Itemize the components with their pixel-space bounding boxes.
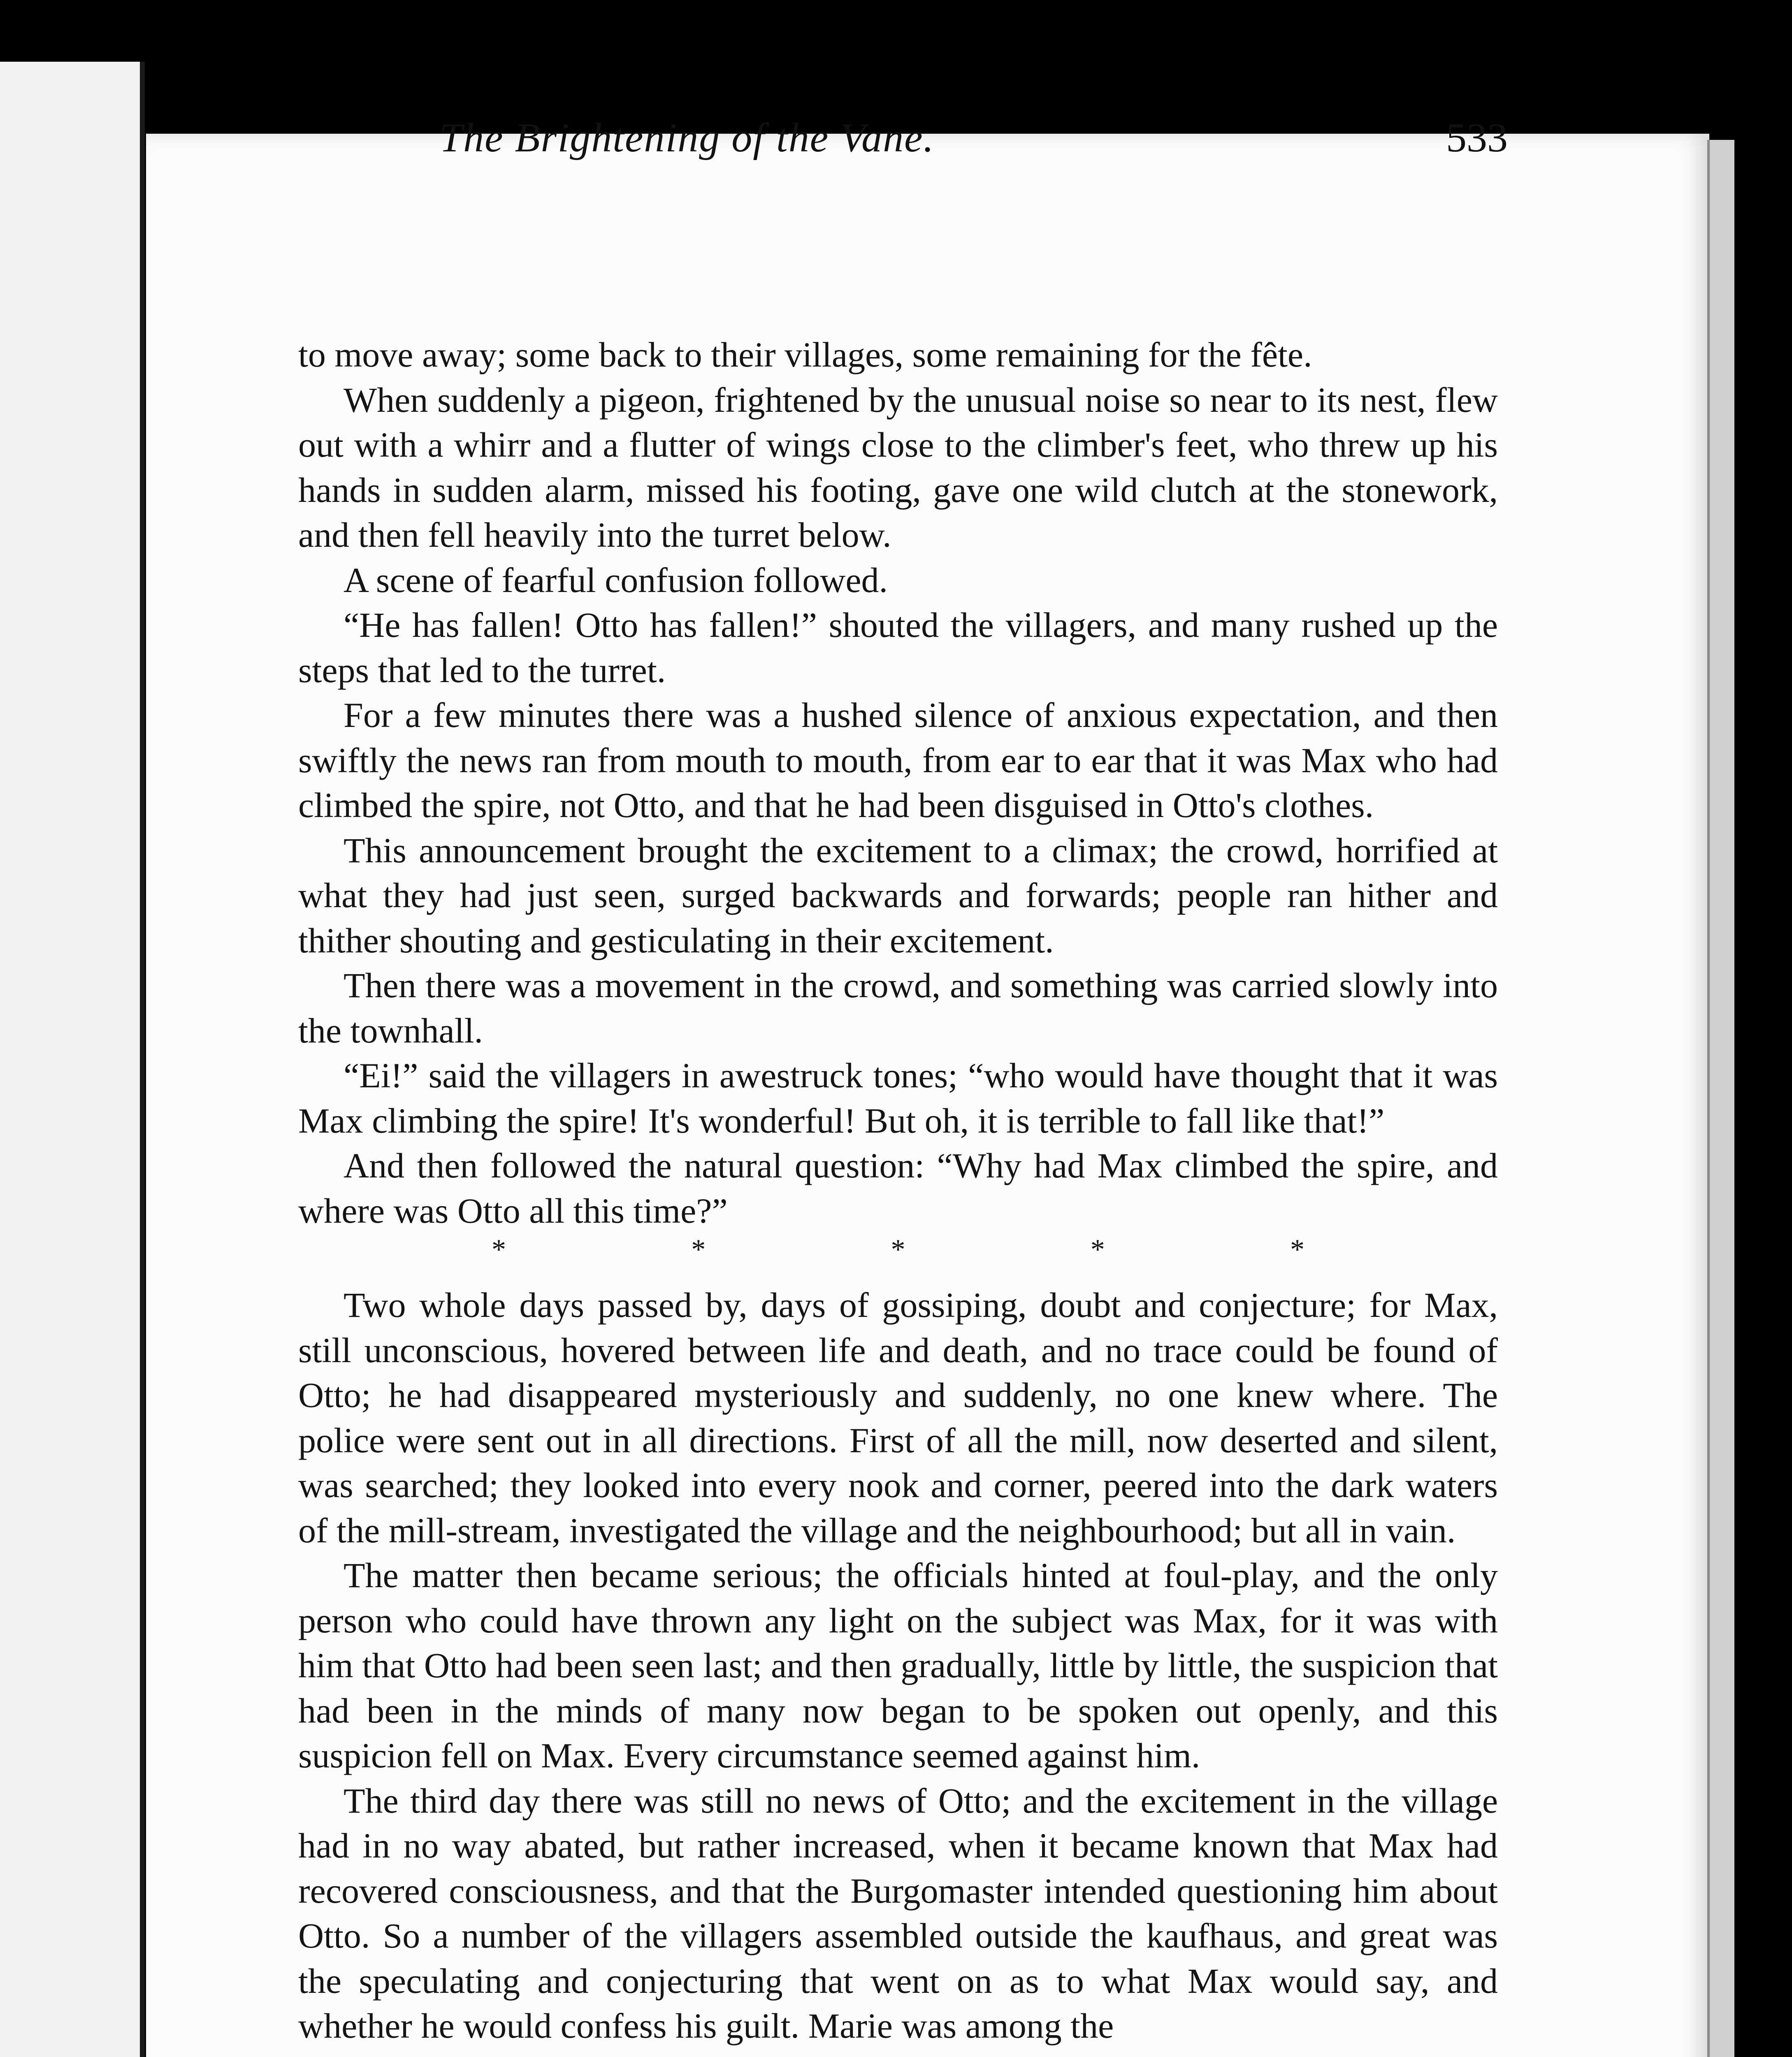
paragraph: The third day there was still no news of Otto; and the excitement in the village had in no way abated, but rather increased, when it became known that Max had recovered consciousness, and that the Burgomaster intended questioning him about Otto. So a number of the villagers assembled outside the kaufhaus, and great was the speculating and conjecturing that went on as to what Max would say, and whether he would confess his guilt. Marie was among the — [298, 1781, 1498, 2045]
page-number: 533 — [1446, 115, 1508, 160]
paragraph: When suddenly a pigeon, frightened by the unusual noise so near to its nest, flew out with a whirr and a flutter of wings close to the climber's feet, who threw up his hands in sudden alarm, missed his footing, gave one wild clutch at the stonework, and then fell heavily into the turret below. — [298, 380, 1498, 555]
paragraph: The matter then became serious; the officials hinted at foul-play, and the only person who could have thrown any light on the subject was Max, for it was with him that Otto had been seen last; and then gradually, little by little, the suspicion that had been in the minds of many now began to be spoken out openly, and this suspicion fell on Max. Every circumstance seemed against him. — [298, 1556, 1498, 1775]
section-break-asterisk: * — [492, 1234, 506, 1265]
paragraph: Then there was a movement in the crowd, and something was carried slowly into the townhall. — [298, 966, 1498, 1050]
section-break — [298, 1233, 1498, 1283]
paragraph: And then followed the natural question: “Why had Max climbed the spire, and where was Otto all this time?” — [298, 1146, 1498, 1230]
paragraph: “He has fallen! Otto has fallen!” shouted the villagers, and many rushed up the steps that led to the turret. — [298, 605, 1498, 690]
section-break-asterisk: * — [1290, 1234, 1305, 1265]
paragraph: This announcement brought the excitement to a climax; the crowd, horrified at what they had just seen, surged backwards and forwards; people ran hither and thither shouting and gesticulating in their excitement. — [298, 830, 1498, 960]
paragraph: A scene of fearful confusion followed. — [344, 560, 888, 600]
running-title: The Brightening of the Vane. — [439, 115, 935, 160]
running-header — [154, 107, 1508, 169]
page-fore-edge — [1707, 140, 1734, 2057]
facing-page-edge — [0, 62, 145, 2057]
body-text — [298, 332, 1498, 2049]
section-break-asterisk: * — [691, 1234, 706, 1265]
paragraph: to move away; some back to their villages, some remaining for the fête. — [298, 335, 1312, 374]
section-break-asterisk: * — [891, 1234, 905, 1265]
paragraph: “Ei!” said the villagers in awestruck tones; “who would have thought that it was Max climbing the spire! It's wonderful! But oh, it is terrible to fall like that!” — [298, 1056, 1498, 1140]
section-break-asterisk: * — [1090, 1234, 1105, 1265]
paragraph: Two whole days passed by, days of gossiping, doubt and conjecture; for Max, still unconscious, hovered between life and death, and no trace could be found of Otto; he had disappeared mysteriously and suddenly, no one knew where. The police were sent out in all directions. First of all the mill, now deserted and silent, was searched; they looked into every nook and corner, peered into the dark waters of the mill-stream, investigated the village and the neighbourhood; but all in vain. — [298, 1285, 1498, 1550]
paragraph: For a few minutes there was a hushed silence of anxious expectation, and then swiftly the news ran from mouth to mouth, from ear to ear that it was Max who had climbed the spire, not Otto, and that he had been disguised in Otto's clothes. — [298, 695, 1498, 825]
